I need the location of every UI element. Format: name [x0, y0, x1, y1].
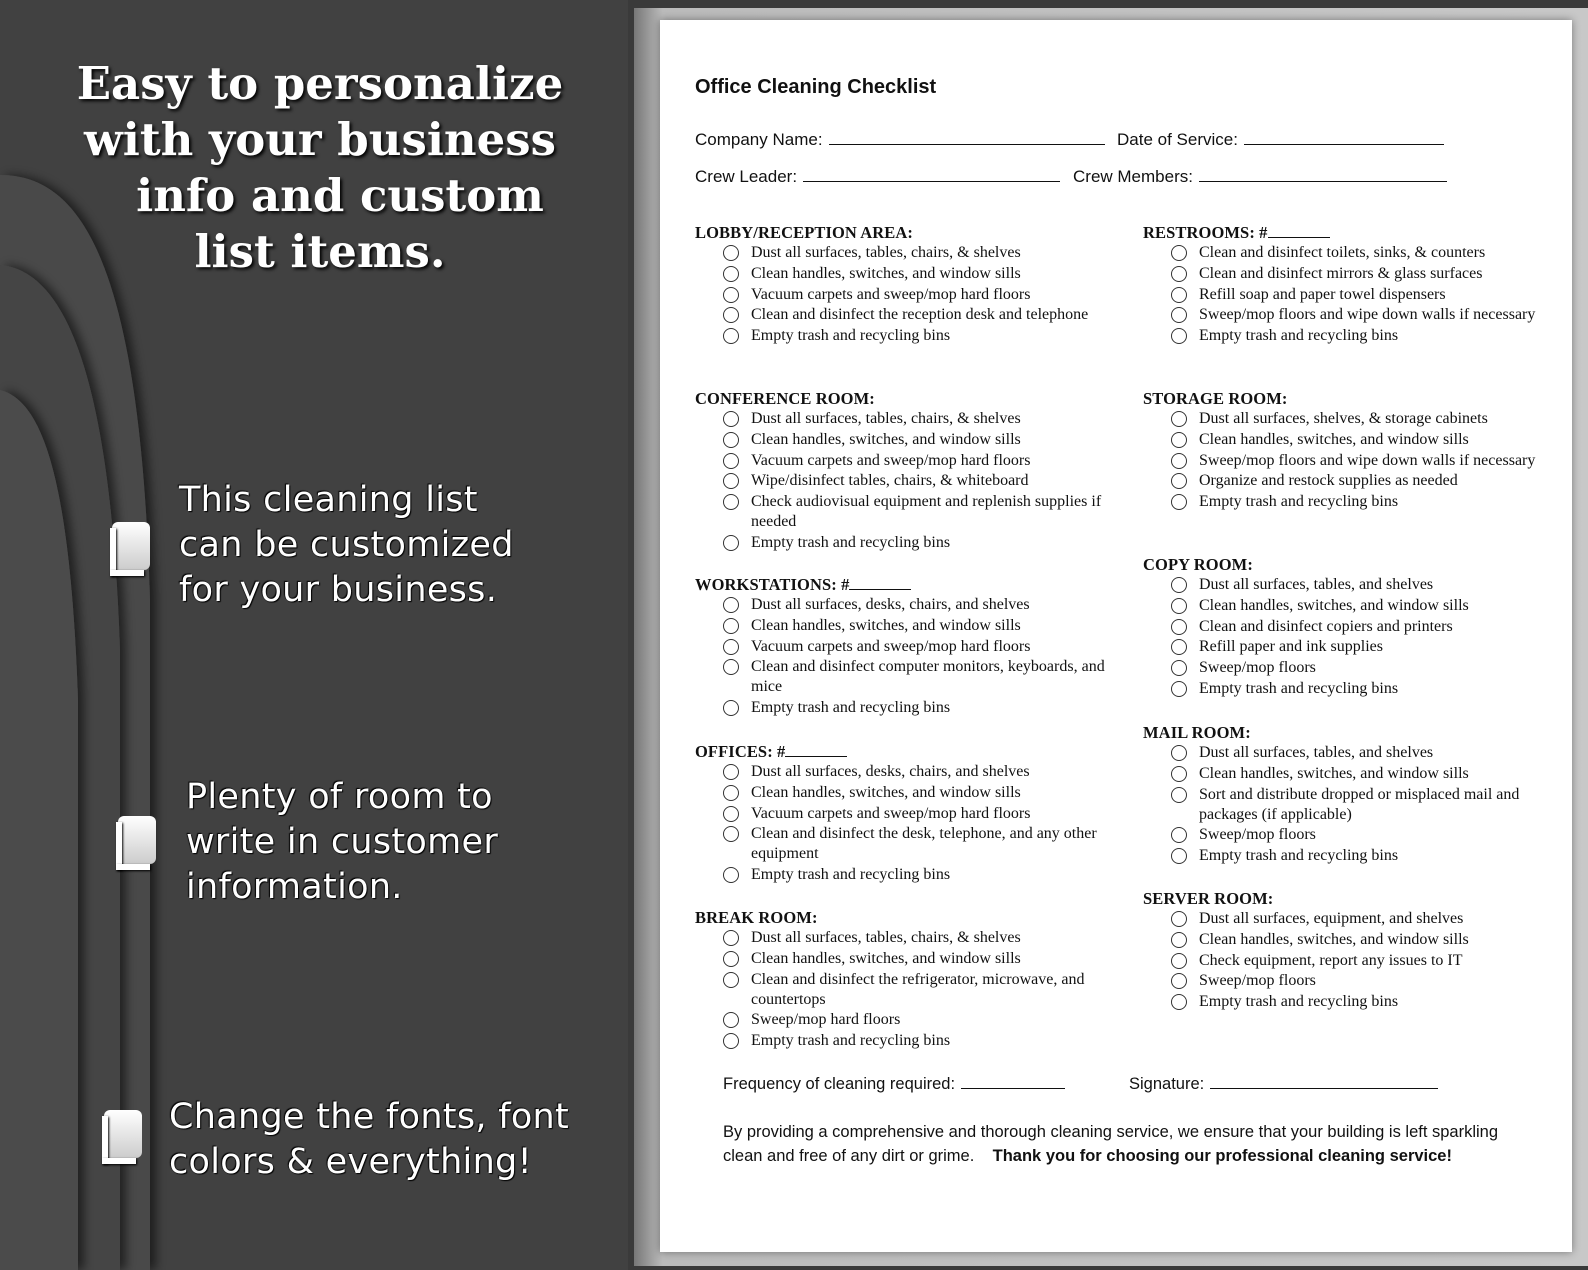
checklist-item-label: Clean and disinfect the reception desk and telephone	[751, 306, 1089, 324]
count-blank[interactable]	[849, 576, 911, 590]
headline-line: info and custom	[136, 169, 544, 222]
section-title-text: OFFICES: #	[695, 742, 786, 761]
checklist-item[interactable]	[1143, 679, 1563, 699]
section-title-text: STORAGE ROOM:	[1143, 389, 1288, 408]
radio-circle-icon[interactable]	[1171, 766, 1187, 782]
radio-circle-icon[interactable]	[723, 806, 739, 822]
checklist-item[interactable]	[695, 430, 1115, 450]
checklist-item-label: Refill soap and paper towel dispensers	[1199, 285, 1446, 303]
radio-circle-icon[interactable]	[723, 618, 739, 634]
document-icon	[94, 1110, 144, 1166]
closing-text: By providing a comprehensive and thorough cleaning service, we ensure that your building is left sparkling clean and free of any dirt or grime.	[723, 1123, 1499, 1165]
checklist-item-label: Sweep/mop floors	[1199, 659, 1316, 677]
field-line	[803, 168, 1060, 182]
checklist-item-label: Empty trash and recycling bins	[1199, 847, 1399, 865]
section-mail-room	[1143, 722, 1563, 867]
checklist-item[interactable]	[1143, 264, 1563, 284]
checklist-item[interactable]	[695, 264, 1115, 284]
signature-field[interactable]	[1129, 1072, 1438, 1096]
section-title	[1143, 554, 1563, 575]
checklist-item[interactable]	[695, 762, 1115, 782]
radio-circle-icon[interactable]	[723, 473, 739, 489]
section-title	[1143, 222, 1563, 243]
radio-circle-icon[interactable]	[1171, 245, 1187, 261]
checklist-item-label: Clean handles, switches, and window sills	[751, 264, 1021, 282]
checklist-item[interactable]	[695, 637, 1115, 657]
checklist-page	[660, 20, 1572, 1252]
radio-circle-icon[interactable]	[723, 597, 739, 613]
radio-circle-icon[interactable]	[1171, 577, 1187, 593]
section-storage-room	[1143, 388, 1563, 513]
checklist-item[interactable]	[695, 1010, 1115, 1030]
feature-line: This cleaning list	[179, 480, 478, 520]
field-label: Signature:	[1129, 1075, 1205, 1093]
radio-circle-icon[interactable]	[723, 535, 739, 551]
checklist-item-label: Organize and restock supplies as needed	[1199, 472, 1458, 490]
checklist-item-label: Wipe/disinfect tables, chairs, & whiteboard	[751, 472, 1029, 490]
checklist-item[interactable]	[695, 616, 1115, 636]
feature-line: Plenty of room to	[186, 777, 493, 817]
checklist-item[interactable]	[695, 471, 1115, 491]
checklist-item-label: Dust all surfaces, equipment, and shelves	[1199, 910, 1464, 927]
section-server-room	[1143, 888, 1563, 1013]
company-name-field[interactable]	[695, 130, 1105, 150]
checklist-item-label: Dust all surfaces, tables, chairs, & shelves	[751, 410, 1021, 427]
section-title-text: BREAK ROOM:	[695, 908, 818, 927]
feature-line: Change the fonts, font	[169, 1097, 570, 1137]
checklist-item-label: Sweep/mop floors and wipe down walls if necessary	[1199, 306, 1536, 324]
feature-line: information.	[186, 867, 403, 907]
crew-leader-field[interactable]	[695, 167, 1060, 187]
checklist-item[interactable]	[695, 928, 1115, 948]
section-conference-room	[695, 388, 1115, 554]
radio-circle-icon[interactable]	[1171, 660, 1187, 676]
section-lobby-reception-area	[695, 222, 1115, 347]
date-of-service-field[interactable]	[1117, 130, 1444, 150]
radio-circle-icon[interactable]	[723, 266, 739, 282]
section-title	[695, 222, 1115, 243]
checklist-item[interactable]	[1143, 637, 1563, 657]
checklist-item[interactable]	[695, 451, 1115, 471]
radio-circle-icon[interactable]	[1171, 639, 1187, 655]
checklist-item-label: Dust all surfaces, tables, chairs, & shelves	[751, 929, 1021, 946]
radio-circle-icon[interactable]	[723, 1012, 739, 1028]
radio-circle-icon[interactable]	[1171, 953, 1187, 969]
checklist-item[interactable]	[1143, 285, 1563, 305]
section-title	[1143, 388, 1563, 409]
radio-circle-icon[interactable]	[723, 245, 739, 261]
section-title-text: MAIL ROOM:	[1143, 723, 1251, 742]
feature-line: for your business.	[179, 570, 498, 610]
checklist-item-label: Empty trash and recycling bins	[1199, 493, 1399, 511]
checklist-item-label: Dust all surfaces, tables, and shelves	[1199, 744, 1434, 761]
checklist-item[interactable]	[695, 285, 1115, 305]
checklist-item[interactable]	[1143, 992, 1563, 1012]
radio-circle-icon[interactable]	[723, 411, 739, 427]
radio-circle-icon[interactable]	[1171, 827, 1187, 843]
checklist-item[interactable]	[1143, 305, 1563, 325]
checklist-item-label: Empty trash and recycling bins	[1199, 993, 1399, 1011]
radio-circle-icon[interactable]	[1171, 598, 1187, 614]
section-break-room	[695, 907, 1115, 1052]
section-title	[695, 741, 1115, 762]
radio-circle-icon[interactable]	[1171, 287, 1187, 303]
checklist-item[interactable]	[695, 783, 1115, 803]
checklist-item[interactable]	[695, 243, 1115, 263]
radio-circle-icon[interactable]	[1171, 494, 1187, 510]
checklist-item-label: Empty trash and recycling bins	[1199, 679, 1399, 697]
checklist-item[interactable]	[695, 533, 1115, 553]
checklist-item-label: Dust all surfaces, desks, chairs, and shelves	[751, 596, 1030, 613]
document-title: Office Cleaning Checklist	[695, 76, 937, 98]
section-title	[1143, 722, 1563, 743]
checklist-item-label: Check equipment, report any issues to IT	[1199, 951, 1463, 969]
checklist-item[interactable]	[1143, 825, 1563, 845]
radio-circle-icon[interactable]	[1171, 681, 1187, 697]
section-title-text: LOBBY/RECEPTION AREA:	[695, 223, 914, 242]
frequency-field[interactable]	[723, 1072, 1065, 1096]
crew-members-field[interactable]	[1073, 167, 1447, 187]
radio-circle-icon[interactable]	[1171, 994, 1187, 1010]
radio-circle-icon[interactable]	[1171, 787, 1187, 803]
closing-paragraph	[723, 1120, 1533, 1168]
radio-circle-icon[interactable]	[1171, 911, 1187, 927]
checklist-item[interactable]	[1143, 743, 1563, 763]
radio-circle-icon[interactable]	[723, 639, 739, 655]
checklist-item-label: Vacuum carpets and sweep/mop hard floors	[751, 451, 1031, 469]
checklist-item[interactable]	[695, 865, 1115, 885]
section-title	[1143, 888, 1563, 909]
radio-circle-icon[interactable]	[723, 867, 739, 883]
checklist-item[interactable]	[1143, 409, 1563, 429]
radio-circle-icon[interactable]	[1171, 328, 1187, 344]
radio-circle-icon[interactable]	[723, 700, 739, 716]
headline-line: with your business	[84, 113, 556, 166]
checklist-item[interactable]	[1143, 785, 1563, 825]
checklist-item[interactable]	[1143, 471, 1563, 491]
checklist-item[interactable]	[695, 326, 1115, 346]
section-restrooms	[1143, 222, 1563, 347]
checklist-item[interactable]	[1143, 575, 1563, 595]
radio-circle-icon[interactable]	[723, 432, 739, 448]
checklist-item[interactable]	[695, 824, 1115, 864]
checklist-item-label: Dust all surfaces, desks, chairs, and shelves	[751, 763, 1030, 780]
section-title-text: WORKSTATIONS: #	[695, 575, 850, 594]
checklist-item-label: Vacuum carpets and sweep/mop hard floors	[751, 285, 1031, 303]
checklist-item-label: Clean handles, switches, and window sills	[1199, 764, 1469, 782]
checklist-item[interactable]	[1143, 617, 1563, 637]
radio-circle-icon[interactable]	[1171, 745, 1187, 761]
radio-circle-icon[interactable]	[1171, 932, 1187, 948]
checklist-item[interactable]	[695, 804, 1115, 824]
checklist-item-label: Empty trash and recycling bins	[751, 699, 951, 717]
feature-line: write in customer	[186, 822, 499, 862]
checklist-item-label: Clean and disinfect toilets, sinks, & counters	[1199, 244, 1486, 261]
radio-circle-icon[interactable]	[723, 951, 739, 967]
checklist-item-label: Empty trash and recycling bins	[751, 533, 951, 551]
count-blank[interactable]	[785, 743, 847, 757]
checklist-item[interactable]	[1143, 451, 1563, 471]
checklist-item[interactable]	[1143, 951, 1563, 971]
radio-circle-icon[interactable]	[1171, 432, 1187, 448]
feature-line: colors & everything!	[169, 1142, 532, 1182]
section-copy-room	[1143, 554, 1563, 700]
checklist-item[interactable]	[695, 305, 1115, 325]
section-offices	[695, 741, 1115, 886]
document-icon	[108, 816, 158, 872]
checklist-item-label: Sort and distribute dropped or misplaced mail and packages (if applicable)	[1199, 785, 1520, 823]
checklist-item[interactable]	[695, 409, 1115, 429]
checklist-item[interactable]	[1143, 930, 1563, 950]
checklist-item-label: Clean handles, switches, and window sills	[751, 430, 1021, 448]
section-title-text: COPY ROOM:	[1143, 555, 1253, 574]
radio-circle-icon[interactable]	[1171, 973, 1187, 989]
radio-circle-icon[interactable]	[723, 764, 739, 780]
checklist-item[interactable]	[695, 492, 1115, 532]
checklist-item-label: Clean handles, switches, and window sills	[751, 949, 1021, 967]
promo-headline	[40, 56, 600, 280]
field-label: Crew Members:	[1073, 167, 1193, 186]
radio-circle-icon[interactable]	[723, 826, 739, 842]
checklist-item[interactable]	[695, 1031, 1115, 1051]
field-label: Crew Leader:	[695, 167, 798, 186]
checklist-item-label: Sweep/mop floors	[1199, 972, 1316, 990]
field-line	[829, 131, 1105, 145]
feature-fonts	[169, 1095, 569, 1185]
checklist-item-label: Check audiovisual equipment and replenish supplies if needed	[751, 493, 1102, 531]
field-line	[1199, 168, 1447, 182]
headline-line: Easy to personalize	[76, 57, 564, 110]
checklist-item-label: Clean handles, switches, and window sills	[751, 616, 1021, 634]
checklist-item-label: Clean handles, switches, and window sills	[1199, 430, 1469, 448]
section-title-text: SERVER ROOM:	[1143, 889, 1274, 908]
radio-circle-icon[interactable]	[723, 287, 739, 303]
checklist-item[interactable]	[1143, 971, 1563, 991]
radio-circle-icon[interactable]	[1171, 411, 1187, 427]
checklist-item-label: Clean handles, switches, and window sills	[1199, 596, 1469, 614]
feature-customize	[179, 478, 514, 613]
radio-circle-icon[interactable]	[1171, 453, 1187, 469]
section-title-text: RESTROOMS: #	[1143, 223, 1268, 242]
checklist-item[interactable]	[1143, 243, 1563, 263]
checklist-item[interactable]	[695, 949, 1115, 969]
checklist-item-label: Dust all surfaces, tables, chairs, & shelves	[751, 244, 1021, 261]
field-line	[1210, 1075, 1438, 1089]
section-workstations	[695, 574, 1115, 719]
checklist-item-label: Dust all surfaces, shelves, & storage cabinets	[1199, 410, 1488, 427]
checklist-item-label: Clean and disinfect the refrigerator, microwave, and countertops	[751, 970, 1085, 1008]
radio-circle-icon[interactable]	[1171, 266, 1187, 282]
document-icon	[102, 522, 152, 578]
feature-line: can be customized	[179, 525, 514, 565]
checklist-item-label: Clean and disinfect copiers and printers	[1199, 617, 1453, 635]
checklist-item[interactable]	[1143, 326, 1563, 346]
radio-circle-icon[interactable]	[723, 307, 739, 323]
radio-circle-icon[interactable]	[723, 930, 739, 946]
checklist-item-label: Clean and disinfect mirrors & glass surfaces	[1199, 264, 1483, 282]
feature-room	[186, 775, 498, 910]
radio-circle-icon[interactable]	[1171, 848, 1187, 864]
checklist-item-label: Sweep/mop hard floors	[751, 1011, 901, 1029]
checklist-item[interactable]	[1143, 430, 1563, 450]
radio-circle-icon[interactable]	[1171, 307, 1187, 323]
checklist-item-label: Dust all surfaces, tables, and shelves	[1199, 576, 1434, 593]
checklist-item[interactable]	[695, 595, 1115, 615]
radio-circle-icon[interactable]	[723, 972, 739, 988]
section-title-text: CONFERENCE ROOM:	[695, 389, 875, 408]
radio-circle-icon[interactable]	[723, 328, 739, 344]
checklist-item-label: Empty trash and recycling bins	[751, 866, 951, 884]
checklist-item-label: Vacuum carpets and sweep/mop hard floors	[751, 637, 1031, 655]
count-blank[interactable]	[1268, 224, 1330, 238]
checklist-item-label: Empty trash and recycling bins	[751, 327, 951, 345]
checklist-item-label: Vacuum carpets and sweep/mop hard floors	[751, 804, 1031, 822]
checklist-item[interactable]	[1143, 846, 1563, 866]
checklist-item[interactable]	[1143, 764, 1563, 784]
radio-circle-icon[interactable]	[1171, 473, 1187, 489]
checklist-item-label: Clean and disinfect computer monitors, keyboards, and mice	[751, 658, 1105, 696]
headline-line: list items.	[194, 225, 446, 278]
radio-circle-icon[interactable]	[723, 494, 739, 510]
radio-circle-icon[interactable]	[723, 1033, 739, 1049]
field-line	[1244, 131, 1444, 145]
radio-circle-icon[interactable]	[723, 785, 739, 801]
radio-circle-icon[interactable]	[1171, 619, 1187, 635]
field-label: Date of Service:	[1117, 130, 1238, 149]
checklist-item[interactable]	[695, 698, 1115, 718]
checklist-item-label: Empty trash and recycling bins	[751, 1032, 951, 1050]
checklist-item-label: Empty trash and recycling bins	[1199, 327, 1399, 345]
checklist-item-label: Sweep/mop floors and wipe down walls if necessary	[1199, 451, 1536, 469]
field-label: Frequency of cleaning required:	[723, 1075, 956, 1093]
promo-panel	[0, 0, 628, 1270]
checklist-item[interactable]	[1143, 492, 1563, 512]
radio-circle-icon[interactable]	[723, 659, 739, 675]
checklist-item-label: Sweep/mop floors	[1199, 826, 1316, 844]
checklist-item[interactable]	[1143, 909, 1563, 929]
section-title	[695, 388, 1115, 409]
checklist-item-label: Clean and disinfect the desk, telephone, and any other equipment	[751, 825, 1097, 863]
section-title	[695, 574, 1115, 595]
checklist-item-label: Refill paper and ink supplies	[1199, 638, 1383, 656]
checklist-item[interactable]	[695, 970, 1115, 1010]
field-label: Company Name:	[695, 130, 823, 149]
field-line	[961, 1075, 1065, 1089]
checklist-item[interactable]	[695, 657, 1115, 697]
checklist-item[interactable]	[1143, 658, 1563, 678]
radio-circle-icon[interactable]	[723, 453, 739, 469]
checklist-item-label: Clean handles, switches, and window sills	[751, 783, 1021, 801]
checklist-item-label: Clean handles, switches, and window sills	[1199, 930, 1469, 948]
checklist-item[interactable]	[1143, 596, 1563, 616]
closing-thanks: Thank you for choosing our professional cleaning service!	[992, 1147, 1452, 1165]
section-title	[695, 907, 1115, 928]
